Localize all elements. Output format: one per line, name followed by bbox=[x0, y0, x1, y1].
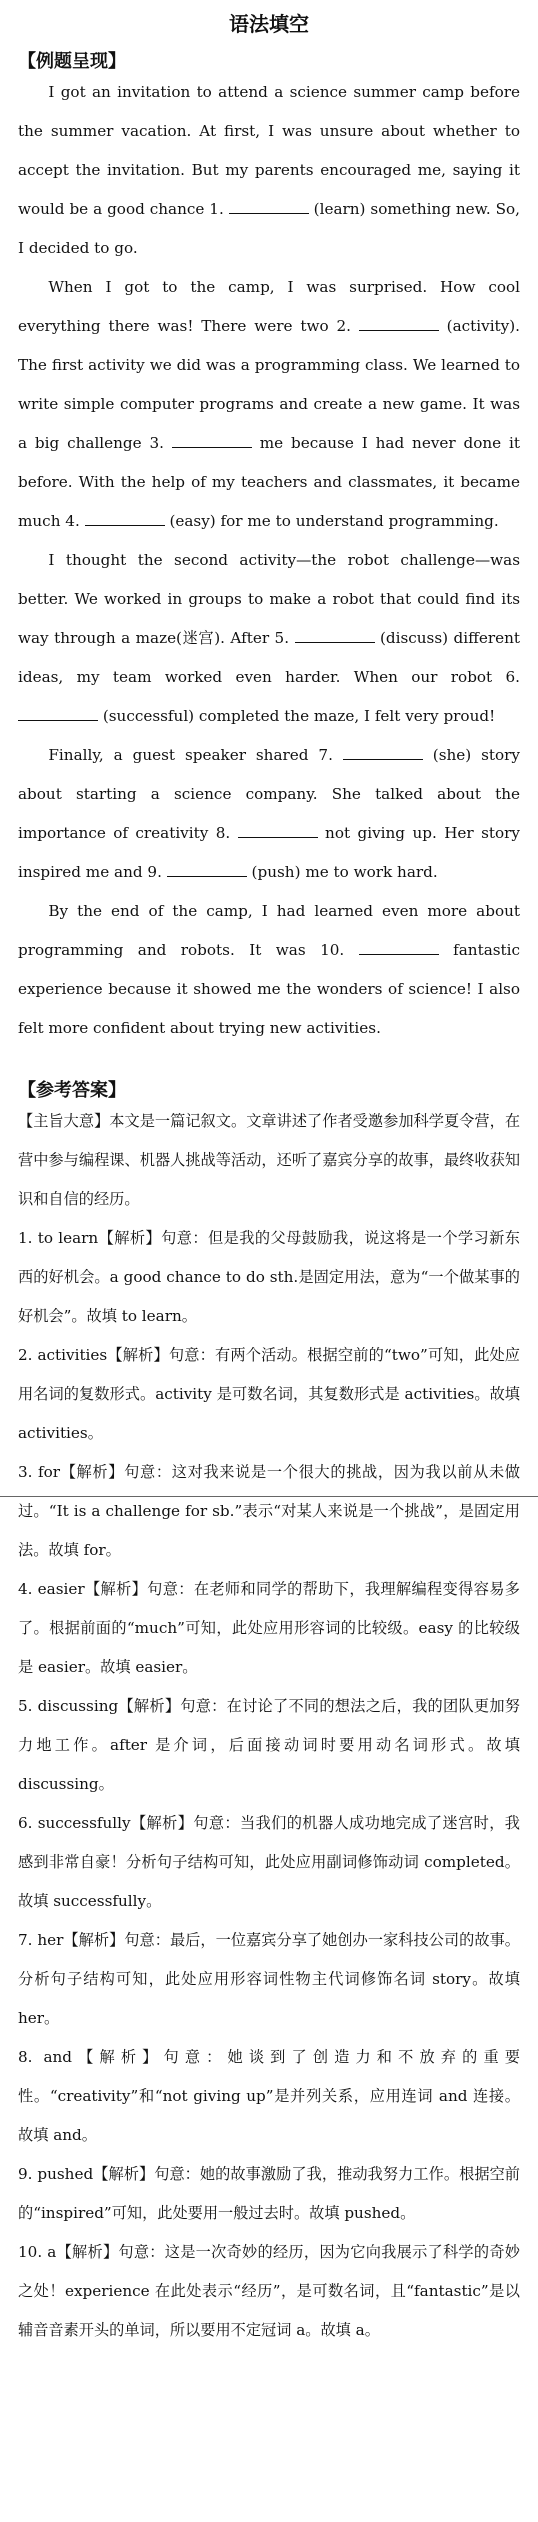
passage-paragraph-3: I thought the second activity—the robot challenge—was better. We worked in groups to make a robot that could find its way through a maze(迷宫). After 5. (discuss) different ideas, my team worked even harder. When our robot 6. (successful) completed the maze, I felt very proud! bbox=[18, 551, 521, 725]
passage-paragraph-5: By the end of the camp, I had learned even more about programming and robots. It was 10. fantastic experience because it showed me the wonders of science! I also felt more confident about trying new activities. bbox=[18, 902, 521, 1037]
page-title: 语法填空 bbox=[229, 12, 309, 36]
answer-8: 8. and【解析】句意：她谈到了创造力和不放弃的重要性。“creativity”和“not giving up”是并列关系，应用连词 and 连接。故填 and。 bbox=[18, 2048, 520, 2144]
blank-10 bbox=[359, 942, 439, 955]
section-heading-example: 【例题呈现】 bbox=[18, 51, 126, 72]
blank-4 bbox=[85, 513, 165, 526]
blank-6 bbox=[18, 708, 98, 721]
answer-6: 6. successfully【解析】句意：当我们的机器人成功地完成了迷宫时，我感到非常自豪！分析句子结构可知，此处应用副词修饰动词 completed。故填 successfully。 bbox=[18, 1814, 520, 1910]
answer-1: 1. to learn【解析】句意：但是我的父母鼓励我，说这将是一个学习新东西的好机会。a good chance to do sth.是固定用法，意为“一个做某事的好机会”。故填 to learn。 bbox=[18, 1229, 520, 1325]
answer-7: 7. her【解析】句意：最后，一位嘉宾分享了她创办一家科技公司的故事。分析句子结构可知，此处应用形容词性物主代词修饰名词 story。故填 her。 bbox=[18, 1931, 520, 2027]
answer-3: 3. for【解析】句意：这对我来说是一个很大的挑战，因为我以前从未做过。“It is a challenge for sb.”表示“对某人来说是一个挑战”，是固定用法。故填 for。 bbox=[18, 1463, 520, 1559]
document-page bbox=[0, 8, 538, 2522]
blank-1 bbox=[229, 201, 309, 214]
page-separator-line bbox=[0, 1496, 538, 1497]
blank-7 bbox=[343, 747, 423, 760]
blank-9 bbox=[167, 864, 247, 877]
section-heading-answers: 【参考答案】 bbox=[18, 1080, 126, 1101]
answer-10: 10. a【解析】句意：这是一次奇妙的经历，因为它向我展示了科学的奇妙之处！experience 在此处表示“经历”，是可数名词，且“fantastic”是以辅音音素开头的单词，所以要用不定冠词 a。故填 a。 bbox=[18, 2243, 520, 2339]
blank-5 bbox=[295, 630, 375, 643]
passage-paragraph-1: I got an invitation to attend a science summer camp before the summer vacation. At first, I was unsure about whether to accept the invitation. But my parents encouraged me, saying it would be a good chance 1. (learn) something new. So, I decided to go. bbox=[18, 83, 521, 257]
answer-9: 9. pushed【解析】句意：她的故事激励了我，推动我努力工作。根据空前的“inspired”可知，此处要用一般过去时。故填 pushed。 bbox=[18, 2165, 520, 2222]
blank-3 bbox=[172, 435, 252, 448]
answer-5: 5. discussing【解析】句意：在讨论了不同的想法之后，我的团队更加努力地工作。after 是介词，后面接动词时要用动名词形式。故填 discussing。 bbox=[18, 1697, 520, 1793]
blank-2 bbox=[359, 318, 439, 331]
answer-2: 2. activities【解析】句意：有两个活动。根据空前的“two”可知，此处应用名词的复数形式。activity 是可数名词，其复数形式是 activities。故填 activities。 bbox=[18, 1346, 520, 1442]
answer-4: 4. easier【解析】句意：在老师和同学的帮助下，我理解编程变得容易多了。根据前面的“much”可知，此处应用形容词的比较级。easy 的比较级是 easier。故填 easier。 bbox=[18, 1580, 520, 1676]
passage-paragraph-2: When I got to the camp, I was surprised. How cool everything there was! There were two 2. (activity). The first activity we did was a programming class. We learned to write simple computer programs and create a new game. It was a big challenge 3. me because I had never done it before. With the help of my teachers and classmates, it became much 4. (easy) for me to understand programming. bbox=[18, 278, 520, 530]
blank-8 bbox=[238, 825, 318, 838]
answer-main-idea: 【主旨大意】本文是一篇记叙文。文章讲述了作者受邀参加科学夏令营，在营中参与编程课、机器人挑战等活动，还听了嘉宾分享的故事，最终收获知识和自信的经历。 bbox=[18, 1112, 520, 1208]
passage-paragraph-4: Finally, a guest speaker shared 7. (she) story about starting a science company. She talked about the importance of creativity 8. not giving up. Her story inspired me and 9. (push) me to work hard. bbox=[18, 746, 520, 881]
